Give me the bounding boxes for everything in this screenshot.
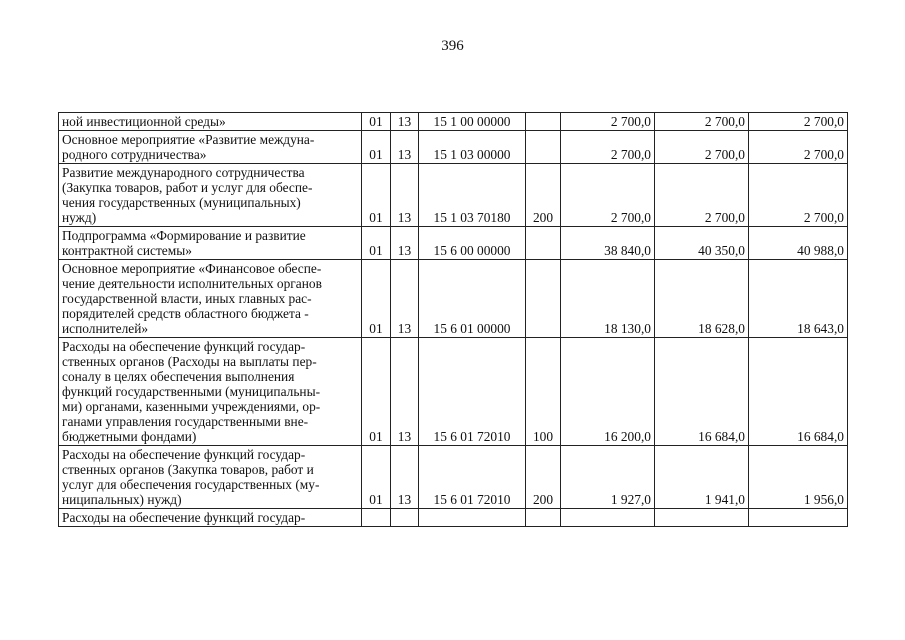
subsection-code-cell: 13 bbox=[391, 338, 419, 446]
section-code-cell: 01 bbox=[362, 338, 391, 446]
expense-type-cell: 200 bbox=[526, 164, 561, 227]
subsection-code-cell: 13 bbox=[391, 227, 419, 260]
amount-year2-cell: 40 350,0 bbox=[655, 227, 749, 260]
description-line: бюджетными фондами) bbox=[62, 429, 197, 444]
table-row bbox=[59, 446, 848, 509]
description-line: Расходы на обеспечение функций государ- bbox=[62, 510, 306, 525]
subsection-code-cell: 13 bbox=[391, 260, 419, 338]
description-line: порядителей средств областного бюджета - bbox=[62, 306, 309, 321]
amount-year3-cell: 40 988,0 bbox=[749, 227, 848, 260]
description-line: исполнителей» bbox=[62, 321, 149, 336]
description-line: Расходы на обеспечение функций государ- bbox=[62, 447, 306, 462]
description-cell bbox=[59, 338, 362, 446]
expense-type-cell bbox=[526, 260, 561, 338]
description-cell bbox=[59, 446, 362, 509]
expense-type-cell: 200 bbox=[526, 446, 561, 509]
table-row bbox=[59, 164, 848, 227]
amount-year3-cell: 18 643,0 bbox=[749, 260, 848, 338]
description-line: родного сотрудничества» bbox=[62, 147, 207, 162]
target-article-cell: 15 6 01 72010 bbox=[419, 338, 526, 446]
description-cell bbox=[59, 260, 362, 338]
amount-year1-cell: 2 700,0 bbox=[561, 131, 655, 164]
expense-type-cell: 100 bbox=[526, 338, 561, 446]
description-line: чения государственных (муниципальных) bbox=[62, 195, 301, 210]
table-row bbox=[59, 338, 848, 446]
expense-type-cell bbox=[526, 131, 561, 164]
description-cell bbox=[59, 131, 362, 164]
description-line: соналу в целях обеспечения выполнения bbox=[62, 369, 295, 384]
description-line: чение деятельности исполнительных органов bbox=[62, 276, 322, 291]
description-line: ной инвестиционной среды» bbox=[62, 114, 226, 129]
target-article-cell: 15 1 03 70180 bbox=[419, 164, 526, 227]
expense-type-cell bbox=[526, 509, 561, 527]
section-code-cell: 01 bbox=[362, 131, 391, 164]
description-line: ганами управления государственными вне- bbox=[62, 414, 309, 429]
amount-year2-cell bbox=[655, 509, 749, 527]
description-line: Подпрограмма «Формирование и развитие bbox=[62, 228, 306, 243]
amount-year1-cell: 18 130,0 bbox=[561, 260, 655, 338]
description-cell bbox=[59, 227, 362, 260]
subsection-code-cell: 13 bbox=[391, 131, 419, 164]
description-line: Основное мероприятие «Развитие междуна- bbox=[62, 132, 315, 147]
amount-year3-cell: 1 956,0 bbox=[749, 446, 848, 509]
description-line: ми) органами, казенными учреждениями, ор- bbox=[62, 399, 321, 414]
table-row bbox=[59, 260, 848, 338]
expense-type-cell bbox=[526, 113, 561, 131]
section-code-cell: 01 bbox=[362, 113, 391, 131]
description-line: контрактной системы» bbox=[62, 243, 192, 258]
table-row bbox=[59, 227, 848, 260]
amount-year2-cell: 16 684,0 bbox=[655, 338, 749, 446]
description-line: ственных органов (Расходы на выплаты пер- bbox=[62, 354, 317, 369]
amount-year2-cell: 2 700,0 bbox=[655, 113, 749, 131]
description-line: (Закупка товаров, работ и услуг для обеспе- bbox=[62, 180, 313, 195]
amount-year3-cell: 2 700,0 bbox=[749, 164, 848, 227]
description-cell bbox=[59, 113, 362, 131]
subsection-code-cell bbox=[391, 509, 419, 527]
amount-year1-cell: 2 700,0 bbox=[561, 113, 655, 131]
amount-year1-cell: 1 927,0 bbox=[561, 446, 655, 509]
amount-year1-cell: 16 200,0 bbox=[561, 338, 655, 446]
section-code-cell: 01 bbox=[362, 260, 391, 338]
amount-year2-cell: 2 700,0 bbox=[655, 131, 749, 164]
table-body bbox=[59, 113, 848, 527]
budget-table bbox=[58, 112, 848, 527]
subsection-code-cell: 13 bbox=[391, 446, 419, 509]
amount-year3-cell: 2 700,0 bbox=[749, 131, 848, 164]
page-number: 396 bbox=[441, 38, 464, 54]
target-article-cell: 15 6 01 72010 bbox=[419, 446, 526, 509]
expense-type-cell bbox=[526, 227, 561, 260]
amount-year1-cell bbox=[561, 509, 655, 527]
amount-year3-cell: 2 700,0 bbox=[749, 113, 848, 131]
table-row bbox=[59, 131, 848, 164]
description-line: ниципальных) нужд) bbox=[62, 492, 182, 507]
target-article-cell: 15 1 03 00000 bbox=[419, 131, 526, 164]
amount-year3-cell: 16 684,0 bbox=[749, 338, 848, 446]
section-code-cell: 01 bbox=[362, 227, 391, 260]
table-row bbox=[59, 509, 848, 527]
amount-year2-cell: 1 941,0 bbox=[655, 446, 749, 509]
target-article-cell: 15 1 00 00000 bbox=[419, 113, 526, 131]
amount-year2-cell: 2 700,0 bbox=[655, 164, 749, 227]
amount-year1-cell: 38 840,0 bbox=[561, 227, 655, 260]
section-code-cell: 01 bbox=[362, 446, 391, 509]
description-cell bbox=[59, 164, 362, 227]
description-line: Расходы на обеспечение функций государ- bbox=[62, 339, 306, 354]
target-article-cell bbox=[419, 509, 526, 527]
amount-year2-cell: 18 628,0 bbox=[655, 260, 749, 338]
subsection-code-cell: 13 bbox=[391, 164, 419, 227]
description-line: функций государственными (муниципальны- bbox=[62, 384, 321, 399]
description-line: Основное мероприятие «Финансовое обеспе- bbox=[62, 261, 322, 276]
description-line: услуг для обеспечения государственных (му- bbox=[62, 477, 320, 492]
section-code-cell bbox=[362, 509, 391, 527]
description-cell bbox=[59, 509, 362, 527]
description-line: ственных органов (Закупка товаров, работ и bbox=[62, 462, 314, 477]
subsection-code-cell: 13 bbox=[391, 113, 419, 131]
description-line: Развитие международного сотрудничества bbox=[62, 165, 305, 180]
target-article-cell: 15 6 01 00000 bbox=[419, 260, 526, 338]
amount-year3-cell bbox=[749, 509, 848, 527]
target-article-cell: 15 6 00 00000 bbox=[419, 227, 526, 260]
description-line: государственной власти, иных главных рас- bbox=[62, 291, 312, 306]
amount-year1-cell: 2 700,0 bbox=[561, 164, 655, 227]
table-row bbox=[59, 113, 848, 131]
description-line: нужд) bbox=[62, 210, 97, 225]
section-code-cell: 01 bbox=[362, 164, 391, 227]
